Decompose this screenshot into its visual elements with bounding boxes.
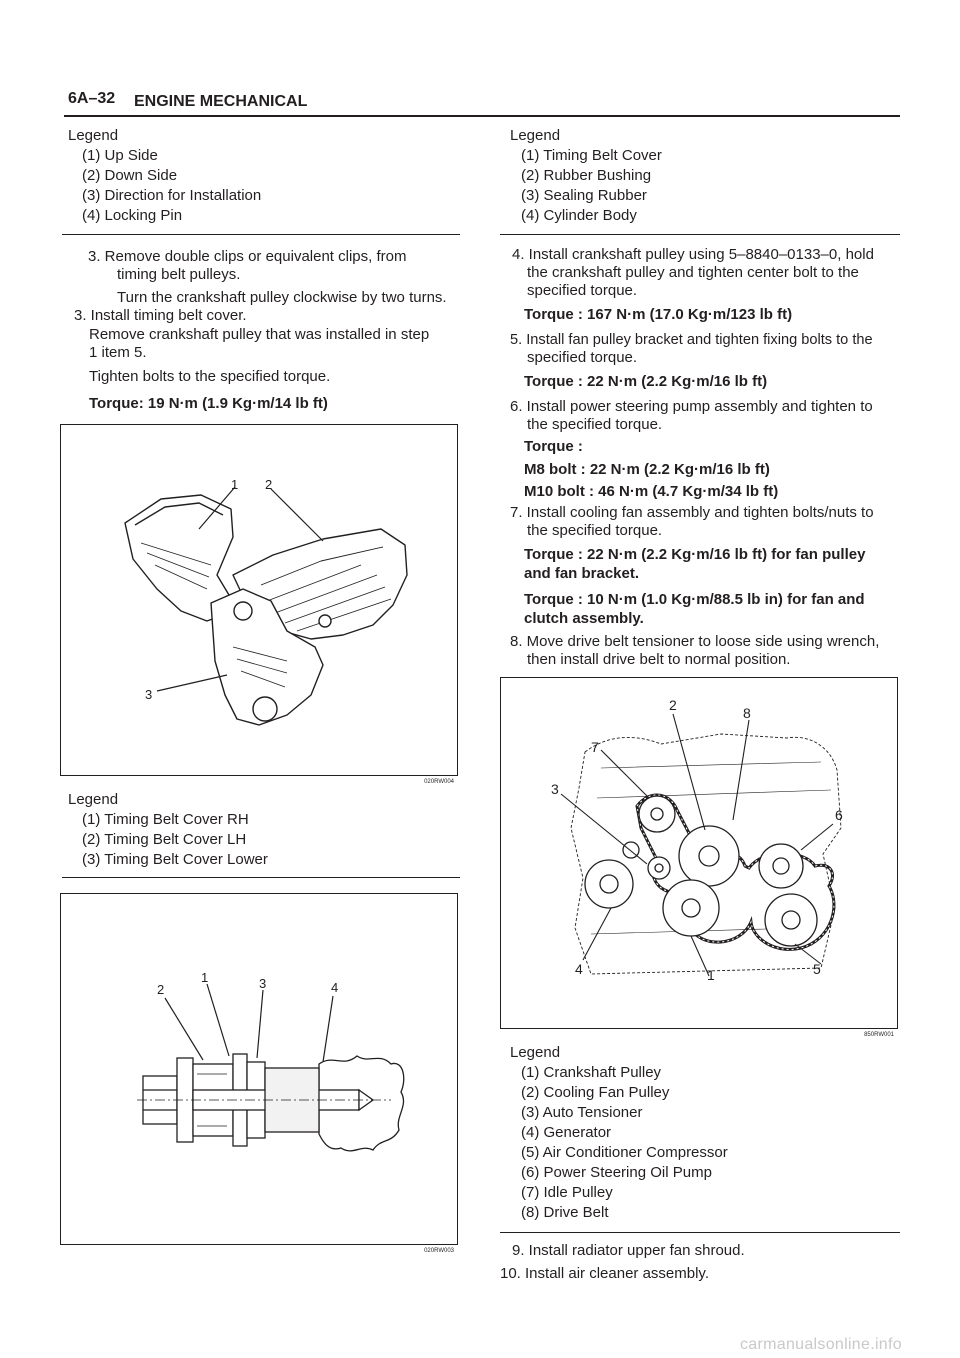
step3-remove-pulley-line2: 1 item 5.: [89, 344, 147, 361]
step6-torque-label: Torque :: [524, 438, 583, 455]
legend-b-divider: [62, 877, 460, 878]
watermark: carmanualsonline.info: [740, 1336, 902, 1353]
step5-torque: Torque : 22 N·m (2.2 Kg·m/16 lb ft): [524, 373, 768, 390]
legend-b-heading: Legend: [68, 791, 119, 808]
callout-8: 8: [743, 705, 751, 721]
step3-tighten: Tighten bolts to the specified torque.: [89, 368, 331, 385]
legend-b-item: (2) Timing Belt Cover LH: [82, 831, 247, 848]
legend-c-item: (1) Timing Belt Cover: [521, 147, 662, 164]
step7-torque-b-line1: Torque : 10 N·m (1.0 Kg·m/88.5 lb in) for fan and: [524, 591, 865, 608]
callout-7: 7: [591, 739, 599, 755]
legend-d-item: (8) Drive Belt: [521, 1204, 609, 1221]
legend-a-item: (4) Locking Pin: [82, 207, 183, 224]
figure-cover-mounting-section: [60, 893, 458, 1254]
step4-torque: Torque : 167 N·m (17.0 Kg·m/123 lb ft): [524, 306, 793, 323]
legend-d-divider: [500, 1232, 900, 1233]
step10: 10. Install air cleaner assembly.: [500, 1265, 709, 1282]
step6-m8-torque: M8 bolt : 22 N·m (2.2 Kg·m/16 lb ft): [524, 461, 770, 478]
callout-5: 5: [813, 961, 821, 977]
legend-d-item: (2) Cooling Fan Pulley: [521, 1084, 670, 1101]
callout-4: 4: [575, 961, 583, 977]
step9: 9. Install radiator upper fan shroud.: [512, 1242, 745, 1259]
legend-c-item: (4) Cylinder Body: [521, 207, 637, 224]
legend-d-item: (1) Crankshaft Pulley: [521, 1064, 662, 1081]
legend-a-heading: Legend: [68, 127, 119, 144]
figure-timing-belt-covers: [60, 424, 458, 785]
legend-a-item: (2) Down Side: [82, 167, 178, 184]
step7-line2: the specified torque.: [527, 522, 663, 539]
callout-2: 2: [157, 982, 165, 997]
step5-line1: 5. Install fan pulley bracket and tighten fixing bolts to the: [510, 332, 873, 348]
header-rule: [64, 115, 900, 117]
step7-line1: 7. Install cooling fan assembly and tighten bolts/nuts to: [510, 504, 874, 521]
legend-d-item: (4) Generator: [521, 1124, 612, 1141]
legend-a-divider: [62, 234, 460, 235]
step3-turn: Turn the crankshaft pulley clockwise by two turns.: [117, 289, 447, 306]
step8-line1: 8. Move drive belt tensioner to loose side using wrench,: [510, 633, 880, 650]
callout-1: 1: [201, 970, 209, 985]
legend-d-item: (5) Air Conditioner Compressor: [521, 1144, 728, 1161]
step6-m10-torque: M10 bolt : 46 N·m (4.7 Kg·m/34 lb ft): [524, 483, 779, 500]
legend-b-item: (3) Timing Belt Cover Lower: [82, 851, 268, 868]
step7-torque-a-line2: and fan bracket.: [524, 565, 640, 582]
legend-c-divider: [500, 234, 900, 235]
figure-id: 850RW001: [864, 1032, 894, 1038]
step4-line1: 4. Install crankshaft pulley using 5–8840–0133–0, hold: [512, 246, 874, 263]
step4-line3: specified torque.: [527, 282, 638, 299]
figure-drive-belt-routing: [500, 677, 898, 1038]
step3-install: 3. Install timing belt cover.: [74, 307, 247, 324]
legend-d-heading: Legend: [510, 1044, 561, 1061]
drive-belt-illustration: [501, 678, 897, 1028]
step6-line2: the specified torque.: [527, 416, 663, 433]
step7-torque-a-line1: Torque : 22 N·m (2.2 Kg·m/16 lb ft) for fan pulley: [524, 546, 866, 563]
step3-remove-pulley-line1: Remove crankshaft pulley that was installed in step: [89, 326, 430, 343]
figure-id: 020RW004: [424, 779, 454, 785]
legend-d-item: (3) Auto Tensioner: [521, 1104, 643, 1121]
page-number: 6A–32: [68, 90, 116, 107]
legend-a-item: (1) Up Side: [82, 147, 158, 164]
step3-remove-line1: 3. Remove double clips or equivalent clips, from: [88, 248, 407, 265]
legend-b-item: (1) Timing Belt Cover RH: [82, 811, 249, 828]
step3-remove-line2: timing belt pulleys.: [117, 266, 241, 283]
callout-4: 4: [331, 980, 339, 995]
callout-3: 3: [259, 976, 267, 991]
step4-line2: the crankshaft pulley and tighten center bolt to the: [527, 264, 859, 281]
step3-torque: Torque: 19 N·m (1.9 Kg·m/14 lb ft): [89, 395, 328, 412]
section-title: ENGINE MECHANICAL: [134, 93, 308, 110]
legend-a-item: (3) Direction for Installation: [82, 187, 262, 204]
step8-line2: then install drive belt to normal position.: [527, 651, 791, 668]
callout-2: 2: [669, 697, 677, 713]
cover-mounting-illustration: [61, 894, 457, 1244]
callout-1: 1: [707, 967, 715, 983]
figure-id: 020RW003: [424, 1248, 454, 1254]
timing-belt-covers-illustration: [61, 425, 457, 775]
legend-d-item: (6) Power Steering Oil Pump: [521, 1164, 712, 1181]
callout-2: 2: [265, 477, 273, 492]
callout-1: 1: [231, 477, 239, 492]
callout-3: 3: [145, 687, 153, 702]
legend-c-heading: Legend: [510, 127, 561, 144]
step5-line2: specified torque.: [527, 349, 638, 366]
legend-c-item: (2) Rubber Bushing: [521, 167, 652, 184]
step6-line1: 6. Install power steering pump assembly and tighten to: [510, 398, 873, 415]
callout-6: 6: [835, 807, 843, 823]
legend-d-item: (7) Idle Pulley: [521, 1184, 613, 1201]
legend-c-item: (3) Sealing Rubber: [521, 187, 647, 204]
step7-torque-b-line2: clutch assembly.: [524, 610, 644, 627]
callout-3: 3: [551, 781, 559, 797]
